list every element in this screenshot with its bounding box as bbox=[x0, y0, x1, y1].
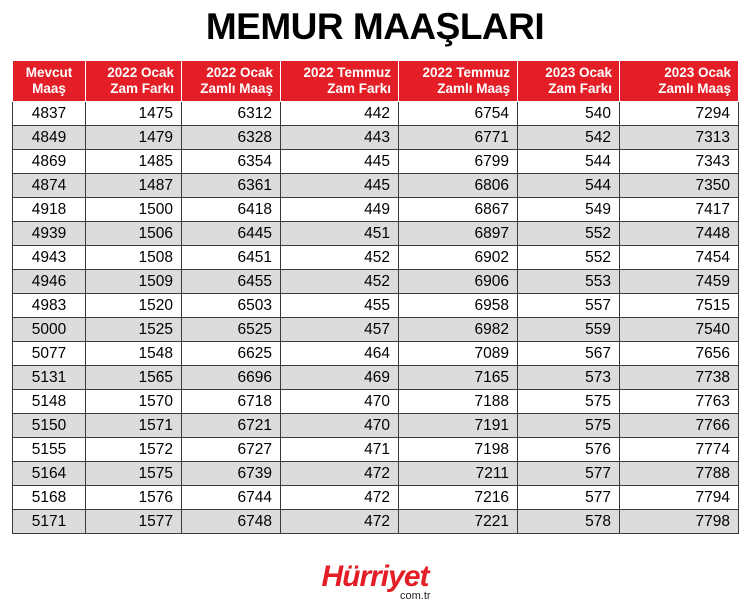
header-line: Zam Farkı bbox=[110, 81, 174, 96]
table-cell: 6354 bbox=[182, 150, 281, 174]
header-line: 2022 Ocak bbox=[206, 65, 273, 80]
table-cell: 1500 bbox=[86, 198, 182, 222]
header-line: 2022 Temmuz bbox=[303, 65, 391, 80]
table-cell: 472 bbox=[281, 462, 399, 486]
table-cell: 5000 bbox=[13, 318, 86, 342]
table-row bbox=[13, 246, 739, 270]
table-cell: 7089 bbox=[399, 342, 518, 366]
table-cell: 6958 bbox=[399, 294, 518, 318]
table-cell: 6906 bbox=[399, 270, 518, 294]
table-cell: 6503 bbox=[182, 294, 281, 318]
table-cell: 4849 bbox=[13, 126, 86, 150]
table-cell: 7774 bbox=[620, 438, 739, 462]
table-cell: 7540 bbox=[620, 318, 739, 342]
table-cell: 577 bbox=[518, 486, 620, 510]
header-row bbox=[13, 61, 739, 102]
table-cell: 1479 bbox=[86, 126, 182, 150]
table-cell: 544 bbox=[518, 150, 620, 174]
table-cell: 1548 bbox=[86, 342, 182, 366]
table-cell: 5164 bbox=[13, 462, 86, 486]
table-cell: 7656 bbox=[620, 342, 739, 366]
logo-wordmark: Hürriyet bbox=[321, 560, 429, 593]
table-cell: 1575 bbox=[86, 462, 182, 486]
table-cell: 1485 bbox=[86, 150, 182, 174]
table-cell: 552 bbox=[518, 246, 620, 270]
table-cell: 1576 bbox=[86, 486, 182, 510]
table-cell: 4983 bbox=[13, 294, 86, 318]
table-cell: 7198 bbox=[399, 438, 518, 462]
table-row bbox=[13, 486, 739, 510]
table-cell: 445 bbox=[281, 174, 399, 198]
table-cell: 7216 bbox=[399, 486, 518, 510]
table-cell: 1487 bbox=[86, 174, 182, 198]
table-cell: 443 bbox=[281, 126, 399, 150]
column-header-0 bbox=[13, 61, 86, 102]
table-cell: 5077 bbox=[13, 342, 86, 366]
table-cell: 7211 bbox=[399, 462, 518, 486]
table-cell: 1571 bbox=[86, 414, 182, 438]
table-cell: 7350 bbox=[620, 174, 739, 198]
table-cell: 6744 bbox=[182, 486, 281, 510]
table-cell: 6727 bbox=[182, 438, 281, 462]
table-cell: 6696 bbox=[182, 366, 281, 390]
table-cell: 452 bbox=[281, 246, 399, 270]
hurriyet-logo bbox=[0, 562, 750, 592]
table-cell: 7165 bbox=[399, 366, 518, 390]
table-cell: 4869 bbox=[13, 150, 86, 174]
column-header-3 bbox=[281, 61, 399, 102]
table-cell: 6982 bbox=[399, 318, 518, 342]
table-cell: 7313 bbox=[620, 126, 739, 150]
table-cell: 7798 bbox=[620, 510, 739, 534]
table-cell: 6455 bbox=[182, 270, 281, 294]
table-header bbox=[13, 61, 739, 102]
table-cell: 573 bbox=[518, 366, 620, 390]
table-cell: 6525 bbox=[182, 318, 281, 342]
table-cell: 577 bbox=[518, 462, 620, 486]
table-cell: 6625 bbox=[182, 342, 281, 366]
table-cell: 1572 bbox=[86, 438, 182, 462]
table-cell: 7294 bbox=[620, 102, 739, 126]
table-cell: 6721 bbox=[182, 414, 281, 438]
table-cell: 6361 bbox=[182, 174, 281, 198]
table-cell: 6328 bbox=[182, 126, 281, 150]
table-cell: 1565 bbox=[86, 366, 182, 390]
header-line: Zamlı Maaş bbox=[658, 81, 731, 96]
table-row bbox=[13, 318, 739, 342]
table-cell: 469 bbox=[281, 366, 399, 390]
table-cell: 4837 bbox=[13, 102, 86, 126]
table-cell: 6897 bbox=[399, 222, 518, 246]
table-row bbox=[13, 366, 739, 390]
header-line: Zam Farkı bbox=[548, 81, 612, 96]
table-row bbox=[13, 270, 739, 294]
table-cell: 544 bbox=[518, 174, 620, 198]
column-header-1 bbox=[86, 61, 182, 102]
table-cell: 6771 bbox=[399, 126, 518, 150]
table-row bbox=[13, 222, 739, 246]
logo-domain: com.tr bbox=[400, 590, 431, 602]
table-cell: 7188 bbox=[399, 390, 518, 414]
table-cell: 455 bbox=[281, 294, 399, 318]
header-line: Zamlı Maaş bbox=[200, 81, 273, 96]
table-cell: 472 bbox=[281, 510, 399, 534]
table-cell: 472 bbox=[281, 486, 399, 510]
header-line: 2022 Ocak bbox=[107, 65, 174, 80]
table-cell: 464 bbox=[281, 342, 399, 366]
table-cell: 7448 bbox=[620, 222, 739, 246]
table-cell: 557 bbox=[518, 294, 620, 318]
table-cell: 6418 bbox=[182, 198, 281, 222]
table-row bbox=[13, 390, 739, 414]
table-cell: 6902 bbox=[399, 246, 518, 270]
table-cell: 559 bbox=[518, 318, 620, 342]
page-title: MEMUR MAAŞLARI bbox=[205, 6, 545, 47]
table-cell: 6754 bbox=[399, 102, 518, 126]
table-cell: 4918 bbox=[13, 198, 86, 222]
column-header-2 bbox=[182, 61, 281, 102]
table-cell: 552 bbox=[518, 222, 620, 246]
table-cell: 471 bbox=[281, 438, 399, 462]
table-cell: 7766 bbox=[620, 414, 739, 438]
table-cell: 6312 bbox=[182, 102, 281, 126]
table-row bbox=[13, 510, 739, 534]
table-row bbox=[13, 462, 739, 486]
table-cell: 6451 bbox=[182, 246, 281, 270]
table-cell: 540 bbox=[518, 102, 620, 126]
table-cell: 445 bbox=[281, 150, 399, 174]
salary-table bbox=[12, 60, 739, 534]
table-cell: 6799 bbox=[399, 150, 518, 174]
table-cell: 452 bbox=[281, 270, 399, 294]
table-cell: 576 bbox=[518, 438, 620, 462]
table-cell: 470 bbox=[281, 390, 399, 414]
table-cell: 6718 bbox=[182, 390, 281, 414]
table-cell: 1475 bbox=[86, 102, 182, 126]
table-row bbox=[13, 342, 739, 366]
table-cell: 5148 bbox=[13, 390, 86, 414]
column-header-4 bbox=[399, 61, 518, 102]
table-cell: 470 bbox=[281, 414, 399, 438]
table-row bbox=[13, 174, 739, 198]
table-cell: 6445 bbox=[182, 222, 281, 246]
table-cell: 7794 bbox=[620, 486, 739, 510]
table-cell: 7454 bbox=[620, 246, 739, 270]
table-cell: 7738 bbox=[620, 366, 739, 390]
table-row bbox=[13, 294, 739, 318]
table-cell: 7417 bbox=[620, 198, 739, 222]
table-body bbox=[13, 102, 739, 534]
header-line: 2023 Ocak bbox=[664, 65, 731, 80]
table-cell: 4939 bbox=[13, 222, 86, 246]
table-cell: 1508 bbox=[86, 246, 182, 270]
table-cell: 4946 bbox=[13, 270, 86, 294]
table-cell: 7515 bbox=[620, 294, 739, 318]
table-cell: 4874 bbox=[13, 174, 86, 198]
table-cell: 549 bbox=[518, 198, 620, 222]
table-cell: 5131 bbox=[13, 366, 86, 390]
table-cell: 575 bbox=[518, 390, 620, 414]
table-cell: 6748 bbox=[182, 510, 281, 534]
table-cell: 5171 bbox=[13, 510, 86, 534]
table-row bbox=[13, 126, 739, 150]
table-cell: 1520 bbox=[86, 294, 182, 318]
table-row bbox=[13, 102, 739, 126]
header-line: Zam Farkı bbox=[327, 81, 391, 96]
table-cell: 553 bbox=[518, 270, 620, 294]
table-cell: 457 bbox=[281, 318, 399, 342]
header-line: Zamlı Maaş bbox=[437, 81, 510, 96]
table-cell: 451 bbox=[281, 222, 399, 246]
header-line: Maaş bbox=[32, 81, 66, 96]
table-row bbox=[13, 414, 739, 438]
table-cell: 7221 bbox=[399, 510, 518, 534]
table-cell: 1525 bbox=[86, 318, 182, 342]
table-cell: 6739 bbox=[182, 462, 281, 486]
table-row bbox=[13, 198, 739, 222]
table-cell: 567 bbox=[518, 342, 620, 366]
table-cell: 7788 bbox=[620, 462, 739, 486]
table-cell: 6806 bbox=[399, 174, 518, 198]
table-cell: 449 bbox=[281, 198, 399, 222]
table-cell: 7763 bbox=[620, 390, 739, 414]
table-cell: 4943 bbox=[13, 246, 86, 270]
table-cell: 1577 bbox=[86, 510, 182, 534]
table-cell: 5150 bbox=[13, 414, 86, 438]
table-cell: 1506 bbox=[86, 222, 182, 246]
table-cell: 1570 bbox=[86, 390, 182, 414]
table-cell: 7459 bbox=[620, 270, 739, 294]
table-cell: 5168 bbox=[13, 486, 86, 510]
table-cell: 542 bbox=[518, 126, 620, 150]
table-cell: 1509 bbox=[86, 270, 182, 294]
table-cell: 5155 bbox=[13, 438, 86, 462]
column-header-6 bbox=[620, 61, 739, 102]
table-row bbox=[13, 438, 739, 462]
table-cell: 442 bbox=[281, 102, 399, 126]
table-cell: 575 bbox=[518, 414, 620, 438]
table-row bbox=[13, 150, 739, 174]
header-line: 2023 Ocak bbox=[545, 65, 612, 80]
header-line: Mevcut bbox=[25, 65, 73, 80]
table-cell: 6867 bbox=[399, 198, 518, 222]
header-line: 2022 Temmuz bbox=[422, 65, 510, 80]
column-header-5 bbox=[518, 61, 620, 102]
table-cell: 7343 bbox=[620, 150, 739, 174]
table-cell: 7191 bbox=[399, 414, 518, 438]
table-cell: 578 bbox=[518, 510, 620, 534]
